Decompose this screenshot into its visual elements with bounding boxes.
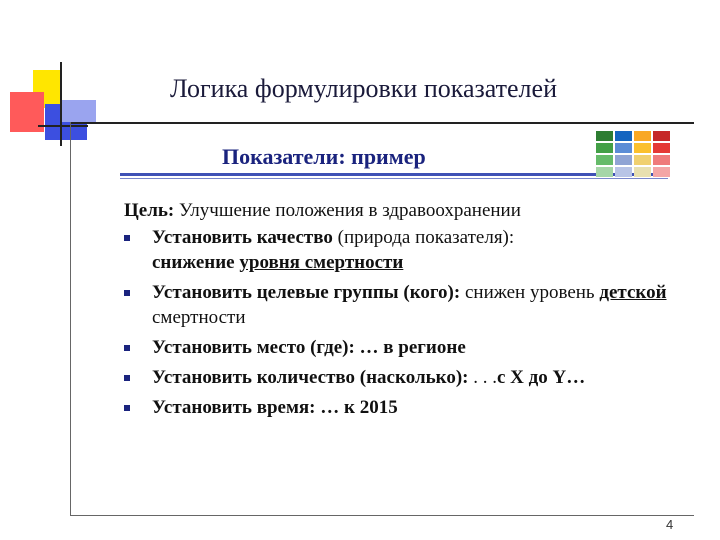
list-item: [124, 225, 674, 275]
section-title: Показатели: пример: [222, 144, 426, 169]
slide-body: [124, 198, 674, 425]
item-bold-text: Установить место (где): … в регионе: [152, 337, 466, 358]
item-bold-text: снижение: [152, 252, 240, 273]
list-item: [124, 365, 674, 390]
frame-bottom-border: [70, 515, 694, 516]
item-text: снижен уровень: [460, 282, 600, 303]
color-grid-cell: [615, 167, 632, 177]
section-title-underline-thin: [120, 178, 668, 179]
page-number: 4: [666, 517, 674, 532]
color-grid-decoration: [596, 131, 670, 177]
color-grid-cell: [653, 131, 670, 141]
item-bold-text: Установить количество (насколько):: [152, 367, 469, 388]
decor-horizontal-line: [38, 125, 88, 127]
decor-vertical-line: [60, 62, 62, 146]
bullet-icon: [124, 375, 130, 381]
bullet-icon: [124, 405, 130, 411]
color-grid-cell: [615, 131, 632, 141]
color-grid-cell: [634, 155, 651, 165]
color-grid-cell: [634, 167, 651, 177]
item-bold-text: Установить качество: [152, 227, 333, 248]
item-text: смертности: [152, 307, 246, 328]
color-grid-cell: [596, 143, 613, 153]
item-underlined-text: уровня смертности: [239, 252, 404, 273]
color-grid-cell: [615, 143, 632, 153]
item-text: (природа показателя):: [332, 227, 515, 248]
section-title-underline: [120, 173, 668, 176]
goal-label: Цель:: [124, 200, 175, 221]
frame-top-border: [70, 122, 694, 124]
color-grid-cell: [653, 155, 670, 165]
color-grid-cell: [634, 131, 651, 141]
color-grid-cell: [653, 143, 670, 153]
bullet-icon: [124, 345, 130, 351]
slide-title: Логика формулировки показателей: [170, 74, 557, 103]
item-bold-text: с X до Y…: [497, 367, 586, 388]
color-grid-cell: [615, 155, 632, 165]
color-grid-cell: [596, 167, 613, 177]
color-grid-cell: [596, 155, 613, 165]
frame-left-border: [70, 122, 71, 516]
goal-line: [124, 198, 674, 223]
goal-text: Улучшение положения в здравоохранении: [174, 200, 521, 221]
bullet-icon: [124, 235, 130, 241]
list-item: [124, 280, 674, 330]
item-underlined-text: детской: [599, 282, 667, 303]
decor-square-light-blue: [60, 100, 96, 122]
item-text: . . .: [468, 367, 497, 388]
bullet-icon: [124, 290, 130, 296]
item-bold-text: Установить время: … к 2015: [152, 397, 398, 418]
item-bold-text: Установить целевые группы (кого):: [152, 282, 461, 303]
color-grid-cell: [653, 167, 670, 177]
list-item: [124, 395, 674, 420]
list-item: [124, 335, 674, 360]
color-grid-cell: [596, 131, 613, 141]
color-grid-cell: [634, 143, 651, 153]
